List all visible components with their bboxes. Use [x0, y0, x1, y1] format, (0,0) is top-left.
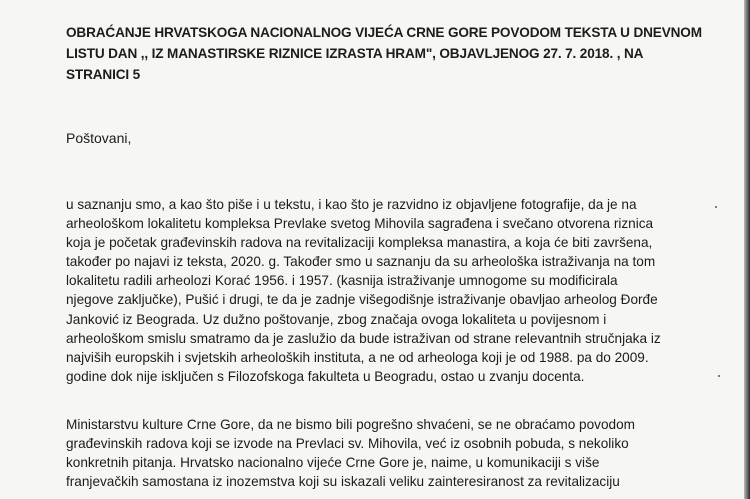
- text-line: njegove zaključke), Pušić i drugi, te da je zadnje višegodišnje istraživanje obavljao arheolog Đorđe: [66, 292, 658, 308]
- scan-speck: [715, 206, 717, 208]
- text-line: građevinskih radova koji se izvode na Prevlaci sv. Mihovila, već iz osobnih pobuda, s nekoliko: [66, 436, 629, 452]
- scan-edge-shadow: [744, 0, 750, 499]
- text-line: također po najavi iz teksta, 2020. g. Također smo u saznanju da su arheološka istraživanja na tom: [66, 254, 656, 270]
- text-line: najviših europskih i svjetskih arheoloških instituta, a ne od arheologa koji je od 1988. pa do 2009.: [66, 349, 649, 365]
- text-line: godine dok nije isključen s Filozofskoga fakulteta u Beogradu, ostao u zvanju docenta.: [66, 368, 585, 384]
- text-line: konkretnih pitanja. Hrvatsko nacionalno vijeće Crne Gore je, naime, u komunikaciji s više: [66, 455, 600, 471]
- text-line: lokalitetu radili arheolozi Korać 1956. i 1957. (kasnija istraživanje umnogome su modificirala: [66, 273, 618, 289]
- text-line: arheološkom smislu smatramo da je zaslužio da bude istraživan od strane relevantnih stručnjaka iz: [66, 330, 661, 346]
- salutation: Poštovani,: [66, 130, 132, 146]
- paragraph-1: [66, 195, 706, 386]
- paragraph-2: [66, 415, 706, 491]
- title-line: STRANICI 5: [66, 67, 141, 82]
- scan-speck: [718, 375, 720, 377]
- text-line: Janković iz Beograda. Uz dužno poštovanje, zbog značaja ovoga lokaliteta u povijesnom i: [66, 311, 607, 327]
- text-line: Ministarstvu kulture Crne Gore, da ne bismo bili pogrešno shvaćeni, se ne obraćamo povodom: [66, 417, 635, 432]
- title-line: OBRAĆANJE HRVATSKOGA NACIONALNOG VIJEĆA CRNE GORE POVODOM TEKSTA U DNEVNOM: [66, 25, 702, 40]
- text-line: arheološkom lokalitetu kompleksa Prevlake svetog Mihovila sagrađena i svečano otvorena riznica: [66, 216, 654, 232]
- text-line: franjevačkih samostana iz inozemstva koji su iskazali veliku zainteresiranost za revitalizaciju: [66, 474, 620, 490]
- title-line: LISTU DAN ,, IZ MANASTIRSKE RIZNICE IZRASTA HRAM", OBJAVLJENOG 27. 7. 2018. , NA: [66, 46, 644, 61]
- text-line: koja je početak građevinskih radova na revitalizaciji kompleksa manastira, a koja će biti završena,: [66, 235, 653, 251]
- document-title: [66, 22, 702, 85]
- text-line: u saznanju smo, a kao što piše i u tekstu, i kao što je razvidno iz objavljene fotografije, da je na: [66, 197, 637, 212]
